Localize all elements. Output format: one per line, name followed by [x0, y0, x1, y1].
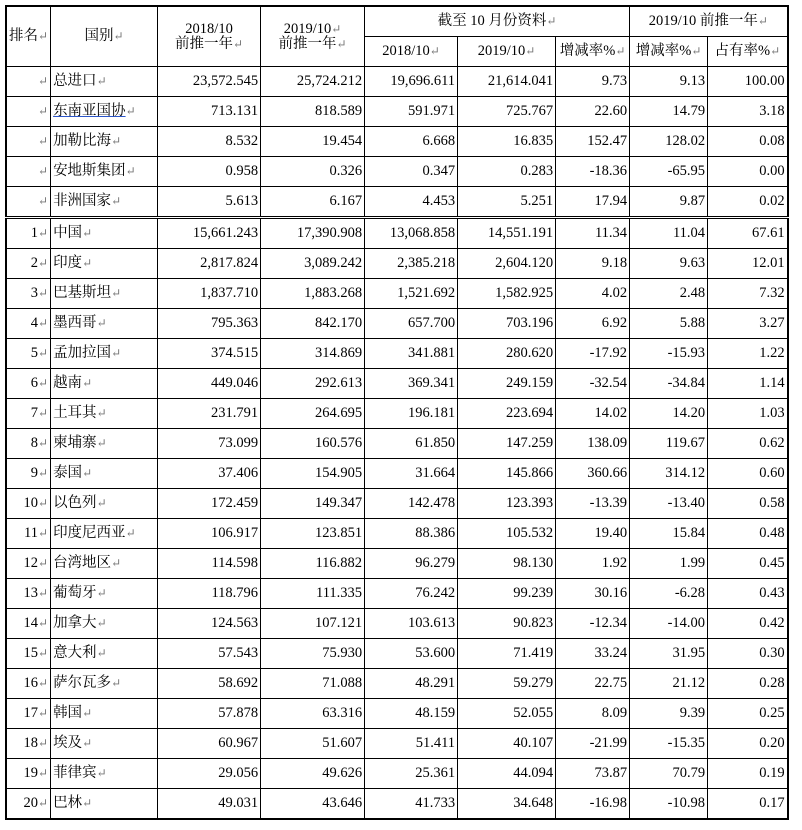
prev-2018-cell: 60.967: [158, 729, 261, 759]
rank-cell: 7↵: [6, 399, 51, 429]
prev-2018-cell: 57.878: [158, 699, 261, 729]
ytd-2018-cell: 48.291: [365, 669, 458, 699]
country-name-cell: 加勒比海↵: [51, 127, 158, 157]
rank-cell: 14↵: [6, 609, 51, 639]
share-cell: 100.00: [708, 67, 788, 97]
rolling-growth-cell: -15.93: [630, 339, 708, 369]
share-cell: 1.14: [708, 369, 788, 399]
ytd-2019-cell: 21,614.041: [458, 67, 556, 97]
prev-2018-cell: 114.598: [158, 549, 261, 579]
ytd-growth-cell: 8.09: [556, 699, 630, 729]
prev-2018-cell: 23,572.545: [158, 67, 261, 97]
rank-cell: 1↵: [6, 218, 51, 249]
rolling-growth-cell: 314.12: [630, 459, 708, 489]
rank-cell: 19↵: [6, 759, 51, 789]
ytd-growth-cell: 22.60: [556, 97, 630, 127]
prev-2019-cell: 314.869: [261, 339, 365, 369]
country-row: [6, 309, 788, 339]
ytd-2019-cell: 703.196: [458, 309, 556, 339]
ytd-2018-cell: 657.700: [365, 309, 458, 339]
country-row: [6, 519, 788, 549]
ytd-2018-cell: 341.881: [365, 339, 458, 369]
prev-2019-cell: 75.930: [261, 639, 365, 669]
prev-2018-cell: 8.532: [158, 127, 261, 157]
rolling-growth-cell: 14.79: [630, 97, 708, 127]
share-cell: 12.01: [708, 249, 788, 279]
share-cell: 0.58: [708, 489, 788, 519]
ytd-growth-cell: 152.47: [556, 127, 630, 157]
prev-2019-cell: 842.170: [261, 309, 365, 339]
header-country: 国别↵: [51, 6, 158, 67]
ytd-2019-cell: 98.130: [458, 549, 556, 579]
share-cell: 0.02: [708, 187, 788, 218]
prev-2019-cell: 17,390.908: [261, 218, 365, 249]
prev-2019-cell: 49.626: [261, 759, 365, 789]
prev-2018-cell: 49.031: [158, 789, 261, 820]
summary-row: [6, 187, 788, 218]
prev-2018-cell: 449.046: [158, 369, 261, 399]
ytd-2019-cell: 145.866: [458, 459, 556, 489]
ytd-2018-cell: 1,521.692: [365, 279, 458, 309]
rolling-growth-cell: -10.98: [630, 789, 708, 820]
ytd-2018-cell: 369.341: [365, 369, 458, 399]
rank-cell: 12↵: [6, 549, 51, 579]
summary-row: [6, 97, 788, 127]
share-cell: 0.60: [708, 459, 788, 489]
header-prev-2019: 2019/10↵ 前推一年↵: [261, 6, 365, 67]
country-row: [6, 459, 788, 489]
ytd-2018-cell: 103.613: [365, 609, 458, 639]
country-name-cell: 泰国↵: [51, 459, 158, 489]
ytd-2019-cell: 223.694: [458, 399, 556, 429]
country-row: [6, 549, 788, 579]
rolling-growth-cell: 31.95: [630, 639, 708, 669]
ytd-growth-cell: 19.40: [556, 519, 630, 549]
country-name-cell: 东南亚国协↵: [51, 97, 158, 127]
rank-cell: ↵: [6, 127, 51, 157]
rank-cell: 20↵: [6, 789, 51, 820]
ytd-2018-cell: 96.279: [365, 549, 458, 579]
ytd-growth-cell: 138.09: [556, 429, 630, 459]
rank-cell: ↵: [6, 67, 51, 97]
prev-2019-cell: 116.882: [261, 549, 365, 579]
ytd-2018-cell: 2,385.218: [365, 249, 458, 279]
ytd-2018-cell: 4.453: [365, 187, 458, 218]
share-cell: 3.18: [708, 97, 788, 127]
share-cell: 0.45: [708, 549, 788, 579]
prev-2019-cell: 3,089.242: [261, 249, 365, 279]
ytd-2018-cell: 76.242: [365, 579, 458, 609]
ytd-2019-cell: 5.251: [458, 187, 556, 218]
share-cell: 7.32: [708, 279, 788, 309]
country-row: [6, 669, 788, 699]
rolling-growth-cell: -15.35: [630, 729, 708, 759]
rolling-growth-cell: -65.95: [630, 157, 708, 187]
rolling-growth-cell: -14.00: [630, 609, 708, 639]
country-name-cell: 中国↵: [51, 218, 158, 249]
prev-2019-cell: 0.326: [261, 157, 365, 187]
header-ytd-growth: 增减率%↵: [556, 37, 630, 67]
ytd-2018-cell: 51.411: [365, 729, 458, 759]
ytd-2019-cell: 99.239: [458, 579, 556, 609]
ytd-growth-cell: -12.34: [556, 609, 630, 639]
prev-2018-cell: 73.099: [158, 429, 261, 459]
prev-2018-cell: 106.917: [158, 519, 261, 549]
country-row: [6, 789, 788, 820]
ytd-2019-cell: 123.393: [458, 489, 556, 519]
rank-cell: ↵: [6, 97, 51, 127]
ytd-2019-cell: 14,551.191: [458, 218, 556, 249]
rank-cell: 9↵: [6, 459, 51, 489]
country-row: [6, 699, 788, 729]
ytd-2019-cell: 725.767: [458, 97, 556, 127]
ytd-growth-cell: 6.92: [556, 309, 630, 339]
ytd-2018-cell: 53.600: [365, 639, 458, 669]
share-cell: 0.62: [708, 429, 788, 459]
prev-2018-cell: 231.791: [158, 399, 261, 429]
ytd-growth-cell: 73.87: [556, 759, 630, 789]
prev-2018-cell: 1,837.710: [158, 279, 261, 309]
ytd-growth-cell: 9.18: [556, 249, 630, 279]
prev-2018-cell: 795.363: [158, 309, 261, 339]
country-name-cell: 以色列↵: [51, 489, 158, 519]
rolling-growth-cell: 119.67: [630, 429, 708, 459]
header-ytd-group: 截至 10 月份资料↵: [365, 6, 630, 37]
rank-cell: 10↵: [6, 489, 51, 519]
ytd-growth-cell: 33.24: [556, 639, 630, 669]
rank-cell: 8↵: [6, 429, 51, 459]
prev-2019-cell: 51.607: [261, 729, 365, 759]
country-row: [6, 369, 788, 399]
header-rolling-share: 占有率%↵: [708, 37, 788, 67]
ytd-2019-cell: 1,582.925: [458, 279, 556, 309]
prev-2019-cell: 818.589: [261, 97, 365, 127]
share-cell: 3.27: [708, 309, 788, 339]
country-name-cell: 巴林↵: [51, 789, 158, 820]
prev-2018-cell: 29.056: [158, 759, 261, 789]
rolling-growth-cell: 15.84: [630, 519, 708, 549]
share-cell: 0.30: [708, 639, 788, 669]
header-ytd-2019: 2019/10↵: [458, 37, 556, 67]
ytd-2019-cell: 249.159: [458, 369, 556, 399]
ytd-2018-cell: 142.478: [365, 489, 458, 519]
header-rank: 排名↵: [6, 6, 51, 67]
rolling-growth-cell: 9.87: [630, 187, 708, 218]
country-name-cell: 埃及↵: [51, 729, 158, 759]
country-name-cell: 意大利↵: [51, 639, 158, 669]
prev-2019-cell: 160.576: [261, 429, 365, 459]
ytd-growth-cell: -13.39: [556, 489, 630, 519]
ytd-2019-cell: 52.055: [458, 699, 556, 729]
rolling-growth-cell: -34.84: [630, 369, 708, 399]
header-rolling-growth: 增减率%↵: [630, 37, 708, 67]
prev-2018-cell: 5.613: [158, 187, 261, 218]
prev-2019-cell: 1,883.268: [261, 279, 365, 309]
rolling-growth-cell: 21.12: [630, 669, 708, 699]
rolling-growth-cell: 11.04: [630, 218, 708, 249]
country-row: [6, 249, 788, 279]
rolling-growth-cell: 9.13: [630, 67, 708, 97]
country-row: [6, 639, 788, 669]
prev-2019-cell: 6.167: [261, 187, 365, 218]
share-cell: 0.43: [708, 579, 788, 609]
ytd-2019-cell: 2,604.120: [458, 249, 556, 279]
prev-2018-cell: 37.406: [158, 459, 261, 489]
prev-2019-cell: 154.905: [261, 459, 365, 489]
ytd-growth-cell: 4.02: [556, 279, 630, 309]
ytd-growth-cell: 11.34: [556, 218, 630, 249]
rank-cell: 11↵: [6, 519, 51, 549]
rank-cell: 2↵: [6, 249, 51, 279]
ytd-growth-cell: 30.16: [556, 579, 630, 609]
prev-2019-cell: 19.454: [261, 127, 365, 157]
prev-2019-cell: 71.088: [261, 669, 365, 699]
ytd-growth-cell: -16.98: [556, 789, 630, 820]
country-name-cell: 越南↵: [51, 369, 158, 399]
share-cell: 0.20: [708, 729, 788, 759]
ytd-2019-cell: 40.107: [458, 729, 556, 759]
ytd-growth-cell: 9.73: [556, 67, 630, 97]
share-cell: 0.17: [708, 789, 788, 820]
prev-2018-cell: 118.796: [158, 579, 261, 609]
ytd-2019-cell: 0.283: [458, 157, 556, 187]
rolling-growth-cell: 9.63: [630, 249, 708, 279]
ytd-2018-cell: 591.971: [365, 97, 458, 127]
ytd-2018-cell: 88.386: [365, 519, 458, 549]
country-name-cell: 巴基斯坦↵: [51, 279, 158, 309]
rank-cell: 17↵: [6, 699, 51, 729]
ytd-growth-cell: 14.02: [556, 399, 630, 429]
country-name-cell: 土耳其↵: [51, 399, 158, 429]
share-cell: 0.28: [708, 669, 788, 699]
country-row: [6, 609, 788, 639]
ytd-2019-cell: 280.620: [458, 339, 556, 369]
rank-cell: 13↵: [6, 579, 51, 609]
rolling-growth-cell: -13.40: [630, 489, 708, 519]
rank-cell: ↵: [6, 157, 51, 187]
ytd-growth-cell: -21.99: [556, 729, 630, 759]
import-table-container: [5, 5, 789, 820]
ytd-2018-cell: 19,696.611: [365, 67, 458, 97]
country-name-cell: 非洲国家↵: [51, 187, 158, 218]
country-name-cell: 菲律宾↵: [51, 759, 158, 789]
ytd-2019-cell: 34.648: [458, 789, 556, 820]
country-name-cell: 台湾地区↵: [51, 549, 158, 579]
ytd-growth-cell: 17.94: [556, 187, 630, 218]
country-row: [6, 489, 788, 519]
share-cell: 0.19: [708, 759, 788, 789]
summary-row: [6, 157, 788, 187]
country-row: [6, 218, 788, 249]
share-cell: 0.42: [708, 609, 788, 639]
ytd-2018-cell: 41.733: [365, 789, 458, 820]
country-name-cell: 总进口↵: [51, 67, 158, 97]
prev-2019-cell: 111.335: [261, 579, 365, 609]
header-rolling-group: 2019/10 前推一年↵: [630, 6, 788, 37]
share-cell: 67.61: [708, 218, 788, 249]
ytd-2018-cell: 6.668: [365, 127, 458, 157]
country-row: [6, 399, 788, 429]
country-name-cell: 墨西哥↵: [51, 309, 158, 339]
country-name-cell: 加拿大↵: [51, 609, 158, 639]
rolling-growth-cell: -6.28: [630, 579, 708, 609]
rank-cell: ↵: [6, 187, 51, 218]
ytd-growth-cell: -17.92: [556, 339, 630, 369]
ytd-2018-cell: 13,068.858: [365, 218, 458, 249]
prev-2018-cell: 124.563: [158, 609, 261, 639]
country-name-cell: 孟加拉国↵: [51, 339, 158, 369]
country-row: [6, 579, 788, 609]
prev-2019-cell: 264.695: [261, 399, 365, 429]
country-name-cell: 柬埔寨↵: [51, 429, 158, 459]
rolling-growth-cell: 2.48: [630, 279, 708, 309]
ytd-2018-cell: 31.664: [365, 459, 458, 489]
country-row: [6, 279, 788, 309]
prev-2018-cell: 15,661.243: [158, 218, 261, 249]
share-cell: 0.48: [708, 519, 788, 549]
import-statistics-table: [5, 5, 789, 820]
country-name-cell: 印度↵: [51, 249, 158, 279]
ytd-2019-cell: 105.532: [458, 519, 556, 549]
rolling-growth-cell: 9.39: [630, 699, 708, 729]
rank-cell: 16↵: [6, 669, 51, 699]
rolling-growth-cell: 14.20: [630, 399, 708, 429]
country-row: [6, 429, 788, 459]
ytd-growth-cell: -32.54: [556, 369, 630, 399]
ytd-2018-cell: 61.850: [365, 429, 458, 459]
prev-2018-cell: 57.543: [158, 639, 261, 669]
share-cell: 0.00: [708, 157, 788, 187]
rolling-growth-cell: 5.88: [630, 309, 708, 339]
country-row: [6, 759, 788, 789]
rank-cell: 5↵: [6, 339, 51, 369]
prev-2019-cell: 43.646: [261, 789, 365, 820]
country-name-cell: 韩国↵: [51, 699, 158, 729]
prev-2018-cell: 2,817.824: [158, 249, 261, 279]
ytd-2019-cell: 16.835: [458, 127, 556, 157]
summary-row: [6, 127, 788, 157]
prev-2019-cell: 107.121: [261, 609, 365, 639]
ytd-2019-cell: 147.259: [458, 429, 556, 459]
share-cell: 1.03: [708, 399, 788, 429]
prev-2018-cell: 58.692: [158, 669, 261, 699]
prev-2019-cell: 123.851: [261, 519, 365, 549]
prev-2019-cell: 149.347: [261, 489, 365, 519]
ytd-2019-cell: 44.094: [458, 759, 556, 789]
prev-2018-cell: 172.459: [158, 489, 261, 519]
rolling-growth-cell: 1.99: [630, 549, 708, 579]
ytd-growth-cell: 1.92: [556, 549, 630, 579]
rolling-growth-cell: 128.02: [630, 127, 708, 157]
header-prev-2018: 2018/10 前推一年↵: [158, 6, 261, 67]
share-cell: 1.22: [708, 339, 788, 369]
prev-2019-cell: 63.316: [261, 699, 365, 729]
ytd-growth-cell: -18.36: [556, 157, 630, 187]
prev-2018-cell: 374.515: [158, 339, 261, 369]
ytd-growth-cell: 360.66: [556, 459, 630, 489]
ytd-2019-cell: 71.419: [458, 639, 556, 669]
country-name-cell: 印度尼西亚↵: [51, 519, 158, 549]
rank-cell: 18↵: [6, 729, 51, 759]
ytd-2019-cell: 59.279: [458, 669, 556, 699]
country-name-cell: 安地斯集团↵: [51, 157, 158, 187]
prev-2018-cell: 0.958: [158, 157, 261, 187]
rank-cell: 6↵: [6, 369, 51, 399]
ytd-growth-cell: 22.75: [556, 669, 630, 699]
share-cell: 0.08: [708, 127, 788, 157]
country-name-cell: 葡萄牙↵: [51, 579, 158, 609]
prev-2018-cell: 713.131: [158, 97, 261, 127]
country-row: [6, 729, 788, 759]
prev-2019-cell: 292.613: [261, 369, 365, 399]
rank-cell: 4↵: [6, 309, 51, 339]
country-name-cell: 萨尔瓦多↵: [51, 669, 158, 699]
ytd-2018-cell: 0.347: [365, 157, 458, 187]
summary-row: [6, 67, 788, 97]
ytd-2018-cell: 48.159: [365, 699, 458, 729]
ytd-2018-cell: 25.361: [365, 759, 458, 789]
rank-cell: 15↵: [6, 639, 51, 669]
rank-cell: 3↵: [6, 279, 51, 309]
prev-2019-cell: 25,724.212: [261, 67, 365, 97]
rolling-growth-cell: 70.79: [630, 759, 708, 789]
country-row: [6, 339, 788, 369]
ytd-2019-cell: 90.823: [458, 609, 556, 639]
share-cell: 0.25: [708, 699, 788, 729]
ytd-2018-cell: 196.181: [365, 399, 458, 429]
header-ytd-2018: 2018/10↵: [365, 37, 458, 67]
